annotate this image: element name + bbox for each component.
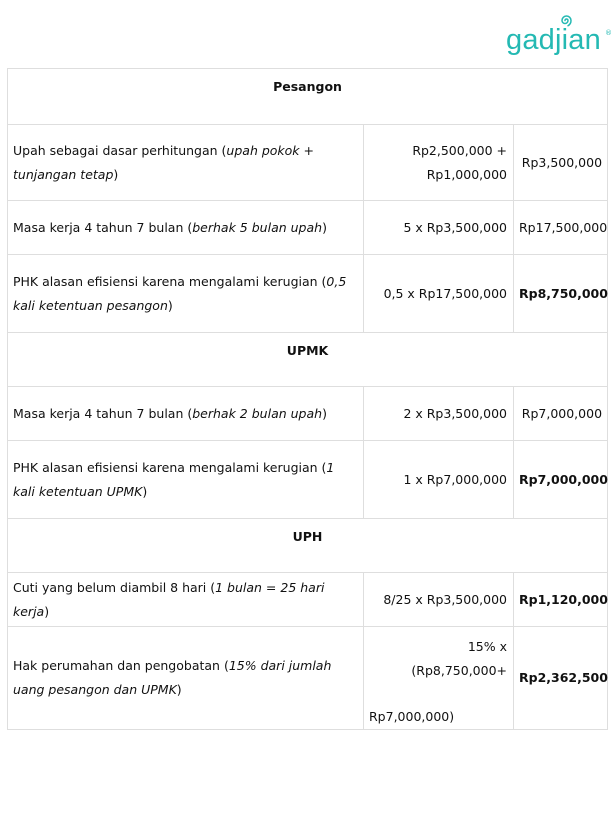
section-header-row	[8, 519, 608, 573]
registered-mark: ®	[605, 29, 612, 37]
row-formula: 15% x (Rp8,750,000+ Rp7,000,000)	[364, 627, 514, 730]
row-result-total: Rp1,120,000	[514, 573, 608, 627]
row-description: Hak perumahan dan pengobatan (15% dari jumlah uang pesangon dan UPMK)	[8, 627, 364, 730]
gadjian-logo	[506, 13, 612, 56]
row-result-total: Rp2,362,500	[514, 627, 608, 730]
logo-text: gadjian	[506, 24, 601, 56]
row-formula: 0,5 x Rp17,500,000	[364, 255, 514, 333]
row-result: Rp3,500,000	[514, 125, 608, 201]
section-header-row	[8, 69, 608, 125]
row-result-total: Rp7,000,000	[514, 441, 608, 519]
table-row	[8, 255, 608, 333]
table-row	[8, 441, 608, 519]
row-formula: Rp2,500,000 + Rp1,000,000	[364, 125, 514, 201]
row-description: Masa kerja 4 tahun 7 bulan (berhak 2 bulan upah)	[8, 387, 364, 441]
row-description: Upah sebagai dasar perhitungan (upah pokok + tunjangan tetap)	[8, 125, 364, 201]
row-result: Rp17,500,000	[514, 201, 608, 255]
section-title-pesangon: Pesangon	[8, 69, 608, 125]
row-formula: 2 x Rp3,500,000	[364, 387, 514, 441]
row-description: Masa kerja 4 tahun 7 bulan (berhak 5 bulan upah)	[8, 201, 364, 255]
row-result: Rp7,000,000	[514, 387, 608, 441]
table-row	[8, 201, 608, 255]
table-row	[8, 627, 608, 730]
row-description: PHK alasan efisiensi karena mengalami kerugian (0,5 kali ketentuan pesangon)	[8, 255, 364, 333]
table-row	[8, 573, 608, 627]
table-row	[8, 125, 608, 201]
section-header-row	[8, 333, 608, 387]
table-row	[8, 387, 608, 441]
row-formula: 1 x Rp7,000,000	[364, 441, 514, 519]
row-description: PHK alasan efisiensi karena mengalami kerugian (1 kali ketentuan UPMK)	[8, 441, 364, 519]
severance-calculation-table	[7, 68, 608, 730]
row-formula: 8/25 x Rp3,500,000	[364, 573, 514, 627]
row-formula: 5 x Rp3,500,000	[364, 201, 514, 255]
section-title-uph: UPH	[8, 519, 608, 573]
row-description: Cuti yang belum diambil 8 hari (1 bulan = 25 hari kerja)	[8, 573, 364, 627]
section-title-upmk: UPMK	[8, 333, 608, 387]
row-result-total: Rp8,750,000	[514, 255, 608, 333]
